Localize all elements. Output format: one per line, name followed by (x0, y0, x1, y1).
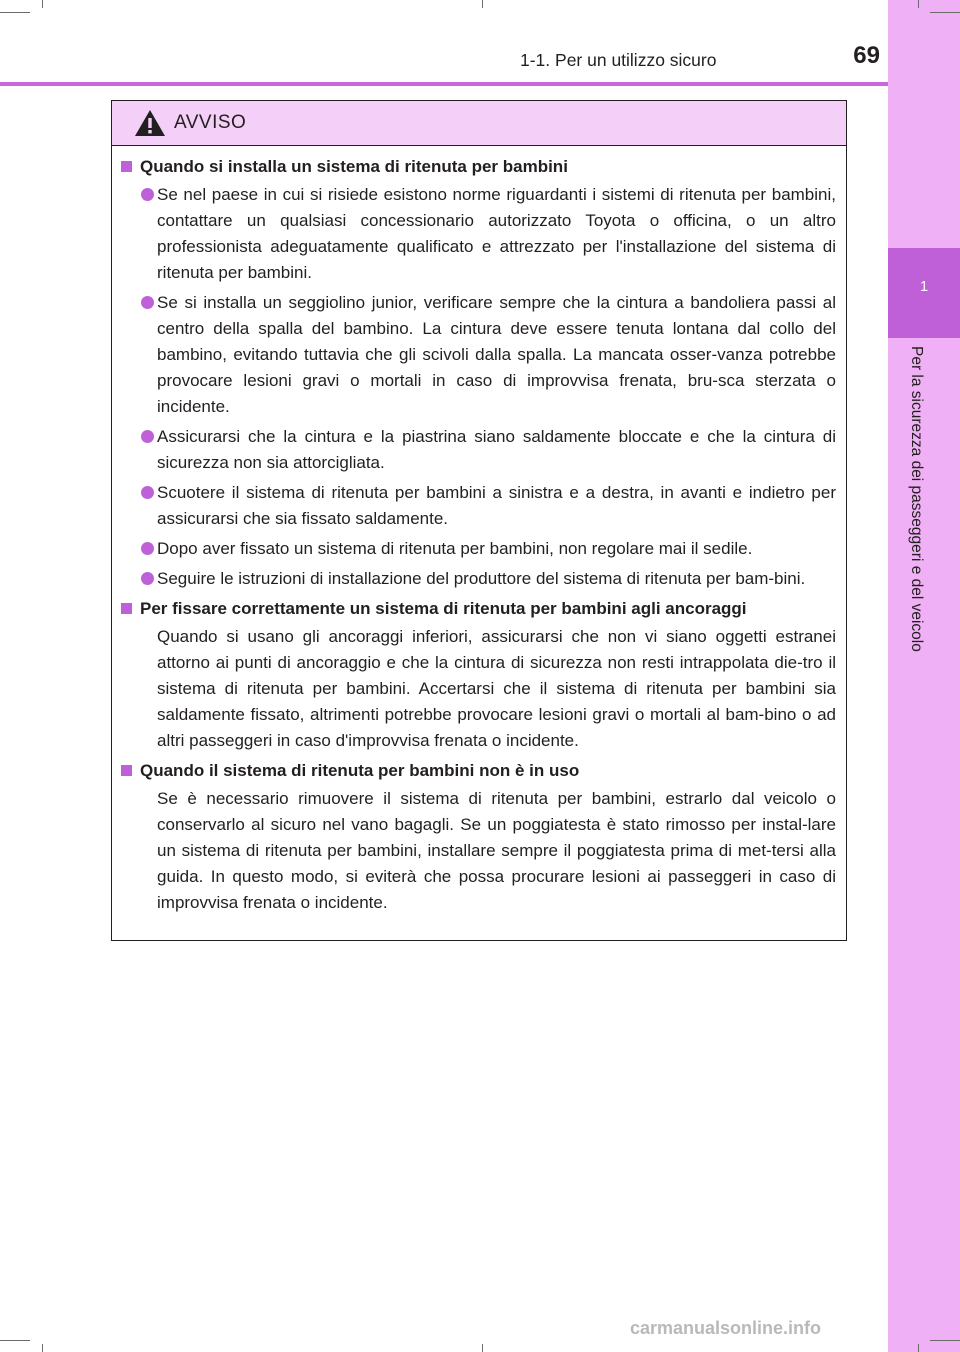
warning-triangle-icon (134, 109, 166, 137)
watermark: carmanualsonline.info (630, 1318, 822, 1338)
crop-mark (918, 0, 919, 8)
warning-header (112, 101, 846, 146)
header-rule (0, 82, 888, 86)
circle-bullet-icon (141, 188, 154, 201)
crop-mark (482, 1344, 483, 1352)
list-item (120, 480, 836, 532)
circle-bullet-icon (141, 296, 154, 309)
circle-bullet-icon (141, 430, 154, 443)
crop-mark (42, 1344, 43, 1352)
section-heading (120, 596, 836, 622)
square-bullet-icon (121, 765, 132, 776)
chapter-number: 1 (919, 278, 929, 295)
section-heading-text: Per fissare correttamente un sistema di ritenuta per bambini agli ancoraggi (140, 599, 747, 618)
crop-mark (482, 0, 483, 8)
warning-box (111, 100, 847, 941)
section-heading (120, 758, 836, 784)
list-item (120, 536, 836, 562)
section-heading-text: Quando il sistema di ritenuta per bambini non è in uso (140, 761, 580, 780)
square-bullet-icon (121, 161, 132, 172)
list-item-text: Se nel paese in cui si risiede esistono norme riguardanti i sistemi di ritenuta per bambini, contattare un qualsiasi concessionario autorizzato Toyota o officina, o un altro professionista adeguatamente qualificato e attrezzato per l'installazione del sistema di ritenuta per bambini. (157, 185, 836, 282)
list-item (120, 290, 836, 420)
list-item (120, 182, 836, 286)
section-heading-text: Quando si installa un sistema di ritenuta per bambini (140, 157, 568, 176)
crop-mark (42, 0, 43, 8)
page-number: 69 (853, 42, 880, 69)
crop-mark (0, 12, 30, 13)
list-item-text: Assicurarsi che la cintura e la piastrina siano saldamente bloccate e che la cintura di sicurezza non sia attorcigliata. (157, 427, 836, 472)
warning-body (112, 146, 846, 916)
circle-bullet-icon (141, 542, 154, 555)
section-paragraph: Se è necessario rimuovere il sistema di ritenuta per bambini, estrarlo dal veicolo o conservarlo al sicuro nel vano bagagli. Se un poggiatesta è stato rimosso per instal-lare un sistema di ritenuta per bambini, installare sempre il poggiatesta prima di met-tersi alla guida. In questo modo, si eviterà che possa procurare lesioni ai passeggeri in caso di improvvisa frenata o incidente. (157, 789, 836, 912)
circle-bullet-icon (141, 486, 154, 499)
list-item-text: Se si installa un seggiolino junior, verificare sempre che la cintura a bandoliera passi al centro della spalla del bambino. La cintura deve essere tenuta lontana dal collo del bambino, evitando tuttavia che gli scivoli dalla spalla. La mancata osser-vanza potrebbe provocare lesioni gravi o mortali in caso di improvvisa frenata, bru-sca sterzata o incidente. (157, 293, 836, 416)
list-item-text: Scuotere il sistema di ritenuta per bambini a sinistra e a destra, in avanti e indietro per assicurarsi che sia fissato saldamente. (157, 483, 836, 528)
crop-mark (918, 1344, 919, 1352)
crop-mark (930, 1340, 960, 1341)
warning-title: AVVISO (174, 112, 247, 133)
section-title: 1-1. Per un utilizzo sicuro (520, 50, 717, 70)
crop-mark (0, 1340, 30, 1341)
list-item (120, 424, 836, 476)
circle-bullet-icon (141, 572, 154, 585)
section-heading (120, 154, 836, 180)
crop-mark (930, 12, 960, 13)
section-paragraph: Quando si usano gli ancoraggi inferiori, assicurarsi che non vi siano oggetti estranei attorno ai punti di ancoraggio e che la cintura di sicurezza non resti intrappolata die-tro il sistema di ritenuta per bambini. Accertarsi che il sistema di ritenuta per bambini sia saldamente fissato, altrimenti potrebbe provocare lesioni gravi o mortali al bam-bino o ad altri passeggeri in caso d'improvvisa frenata o incidente. (157, 627, 836, 750)
list-item (120, 566, 836, 592)
chapter-title: Per la sicurezza dei passeggeri e del veicolo (908, 346, 925, 652)
square-bullet-icon (121, 603, 132, 614)
list-item-text: Seguire le istruzioni di installazione del produttore del sistema di ritenuta per bam-bini. (157, 569, 806, 588)
list-item-text: Dopo aver fissato un sistema di ritenuta per bambini, non regolare mai il sedile. (157, 539, 753, 558)
